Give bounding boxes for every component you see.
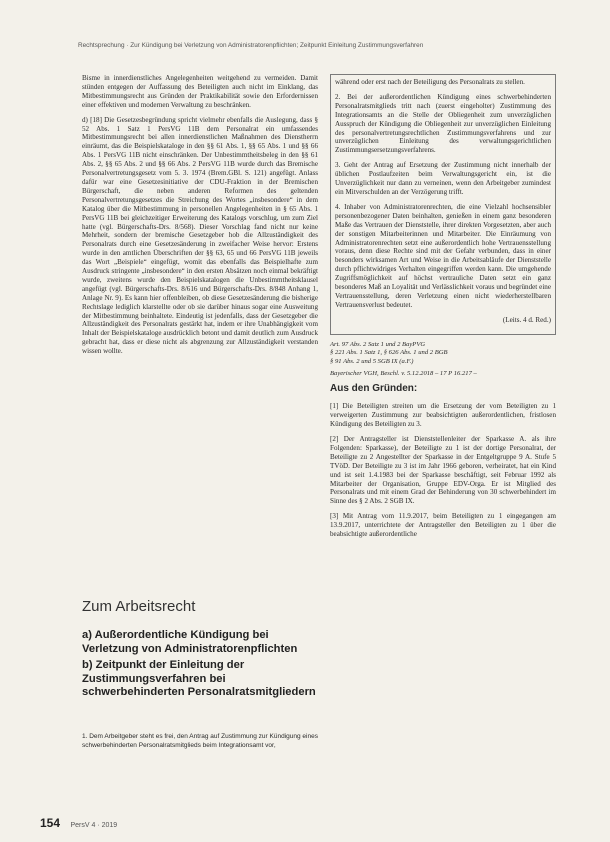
norms-list (330, 341, 556, 367)
journal-name: PersV 4 · 2019 (70, 822, 118, 829)
norm: Art. 97 Abs. 2 Satz 1 und 2 BayPVG (330, 340, 426, 348)
paragraph: d) [18] Die Gesetzesbegründung spricht vielmehr ebenfalls die Auslegung, dass § 52 Abs. 1 Satz 1 PersVG 11B dem Personalrat ein umfassendes Mitbestimmungsrecht bei allen innerdienstlichen Maßnahmen des Dienstherrn einräumt, das die Beispielskataloge in den §§ 61 Abs. 1, §§ 65 Abs. 1 und §§ 66 Abs. 1 PersVG 11B nicht einschränken. Der Unbestimmtheitsbeleg in den §§ 61 Abs. 2, §§ 65 Abs. 2 und §§ 66 Abs. 2 PersVG 11B wurde durch das Bremische Personalvertretungsgesetz vom 5. 3. 1974 (Brem.GBl. S. 121) angefügt. Anlass dafür war eine Gesetzesinitiative der CDU-Fraktion in der Bremischen Bürgerschaft, die neben anderen Reformen des geltenden Personalvertretungsgesetzes die Streichung des Wortes „insbesondere“ in dem Katalog über die Mitbestimmung in personellen Angelegenheiten in § 65 Abs. 1 PersVG 11B bei gleichzeitiger Erweiterung des Katalogs vorschlug, um zum Ziel hatte (vgl. Bürgerschafts-Drs. 8/568). Dieser Vorschlag fand nicht nur keine Mehrheit, sondern der bremische Gesetzgeber hob die Allzuständigkeit des Personalrats durch eine Gesetzesänderung in zweifacher Weise hervor: Erstens wurde in den amtlichen Überschriften der §§ 63, 65 und 66 PersVG 11B jeweils das Wort „Beispiele“ eingefügt, womit das ebenfalls das Beispielhafte zum Ausdruck stringente „insbesondere“ in den ersten Absätzen noch einmal bekräftigt wurde, zweitens wurde den Beispielskatalogen die Unbestimmtheitsklausel angefügt (vgl. Bürgerschafts-Drs. 8/616 und Bürgerschafts-Drs. 8/848 Anhang 1, Anlage Nr. 9). Es kann hier offenbleiben, ob diese Gesetzesänderung die bisherige Rechtslage lediglich klarstellte oder ob sie darüber hinaus sogar eine Ausweitung der Mitbestimmung beinhaltete. Eindeutig ist jedenfalls, dass der Gesetzgeber die Allzuständigkeit des Personalrats gestärkt hat, indem er ihre Unabhängigkeit vom Inhalt der Beispielskataloge ausdrücklich betont und damit deutlich zum Ausdruck gebracht hat, dass er diese nicht als abgrenzung zur Allzuständigkeit verstanden wissen wollte. (82, 115, 318, 356)
left-column (82, 74, 318, 362)
paragraph: [2] Der Antragsteller ist Dienststellenleiter der Sparkasse A. als ihre Folgenden: Sparkasse), der Beteiligte zu 1 ist der dortige Personalrat, der Beteiligte zu 2 Angestellter der Sparkasse in der Entgeltgruppe 9 A. Stufe 5 TVöD. Der Beteiligte zu 3 ist im Jahr 1966 geboren, verheiratet, hat ein Kind und ist seit 1.4.1983 bei der Sparkasse beschäftigt, seit Februar 1992 als Mitarbeiter der Organisation, Gruppe EDV-Orga. Er ist Mitglied des Personalrats und mit einem Grad der Behinderung von 30 schwerbehindert im Sinne des § 2 Abs. 2 SGB IX. (330, 434, 556, 506)
page-number: 154 (40, 816, 61, 830)
article-headings (82, 629, 318, 703)
paragraph: Bisme in innerdienstliches Angelegenheiten weitgehend zu vermeiden. Damit stünden entgegen der Auffassung des Beteiligten auch nicht im Einklang, das Mitbestimmungsrecht aus Gründen der Praktikabilität sowie den Erfordernissen einer effektiven und modernen Verwaltung zu beschränken. (82, 74, 318, 109)
paragraph: [1] Die Beteiligten streiten um die Ersetzung der vom Beteiligten zu 1 verweigerten Zustimmung zur beabsichtigten außerordentlichen, fristlosen Kündigung des Beteiligten zu 3. (330, 402, 556, 429)
right-column (330, 74, 556, 545)
leitsatz-text: während oder erst nach der Beteiligung des Personalrats zu stellen. (335, 78, 525, 86)
norm: § 221 Abs. 1 Satz 1, § 626 Abs. 1 und 2 BGB (330, 349, 448, 357)
leitsatz-4: 4. Inhaber von Administratorenrechten, die eine Vielzahl hochsensibler personenbezogener Daten beinhalten, genießen in einem ganz besonderen Maße das Vertrauen der Dienststelle, ihrer direkten Vorgesetzten, aber auch der sonstigen Mitarbeiterinnen und Mitarbeiter. Die Einräumung von Administratorenrechten setzt eine außerordentlich hohe Vertrauensstellung voraus, denn diese Rechte sind mit der Gefahr verbunden, dass in einer besonders wirksamen Art und Weise in die Arbeitsabläufe der Dienststelle durch pflichtwidriges Verhalten eingegriffen werden kann. Die umgehende Zugriffsmöglichkeit auf höchst vertrauliche Daten setzt ein ganz besonderes Maß an Loyalität und Verlässlichkeit voraus und begründet eine Vertrauensstellung, deren Verletzung einen nicht wiederherstellbaren Vertrauensverlust bedeutet. (335, 202, 551, 309)
running-header: Rechtsprechung · Zur Kündigung bei Verletzung von Administratorenpflichten; Zeitpunkt Einleitung Zustimmungsverfahren (78, 42, 424, 49)
leitsatz-1: 1. Dem Arbeitgeber steht es frei, den Antrag auf Zustimmung zur Kündigung eines schwerbehinderten Personalratsmitglieds beim Integrationsamt vor, (82, 733, 318, 749)
leitsatz-3: 3. Geht der Antrag auf Ersetzung der Zustimmung nicht innerhalb der üblichen Postlaufzeiten beim Verwaltungsgericht ein, ist die Unverzüglichkeit nur dann zu verneinen, wenn den Arbeitgeber zumindest ein Mitverschulden an der Verzögerung trifft. (335, 161, 551, 196)
court-citation: Bayerischer VGH, Beschl. v. 5.12.2018 – 17 P 16.217 – (330, 370, 477, 378)
gruende-heading: Aus den Gründen: (330, 383, 418, 395)
norm: § 91 Abs. 2 und 5 SGB IX (a.F.) (330, 357, 414, 365)
leitsatz-2: 2. Bei der außerordentlichen Kündigung eines schwerbehinderten Personalratsmitglieds tritt nach (zuerst eingeholter) Zustimmung des Integrationsamts an die Stelle der Obliegenheit zum unverzüglichen Ausspruch der Kündigung die Obliegenheit zur unverzüglichen Einleitung des personalvertretungsrechtlichen Zustimmungsverfahrens und zur unverzüglichen Einleitung des verwaltungsgerichtlichen Zustimmungsersetzungsverfahrens. (335, 92, 551, 155)
heading-b: b) Zeitpunkt der Einleitung der Zustimmungsverfahren bei schwerbehinderten Personalratsmitgliedern (82, 659, 316, 699)
paragraph: [3] Mit Antrag vom 11.9.2017, beim Beteiligten zu 1 eingegangen am 13.9.2017, unterrichtete der Antragsteller den Beteiligten zu 1 über die beabsichtigte außerordentliche (330, 512, 556, 539)
editor-note: (Leits. 4 d. Red.) (502, 315, 551, 324)
page-footer (40, 814, 117, 832)
leitsaetze-box (330, 74, 556, 335)
heading-a: a) Außerordentliche Kündigung bei Verletzung von Administratorenpflichten (82, 629, 298, 655)
section-title: Zum Arbeitsrecht (82, 598, 196, 615)
